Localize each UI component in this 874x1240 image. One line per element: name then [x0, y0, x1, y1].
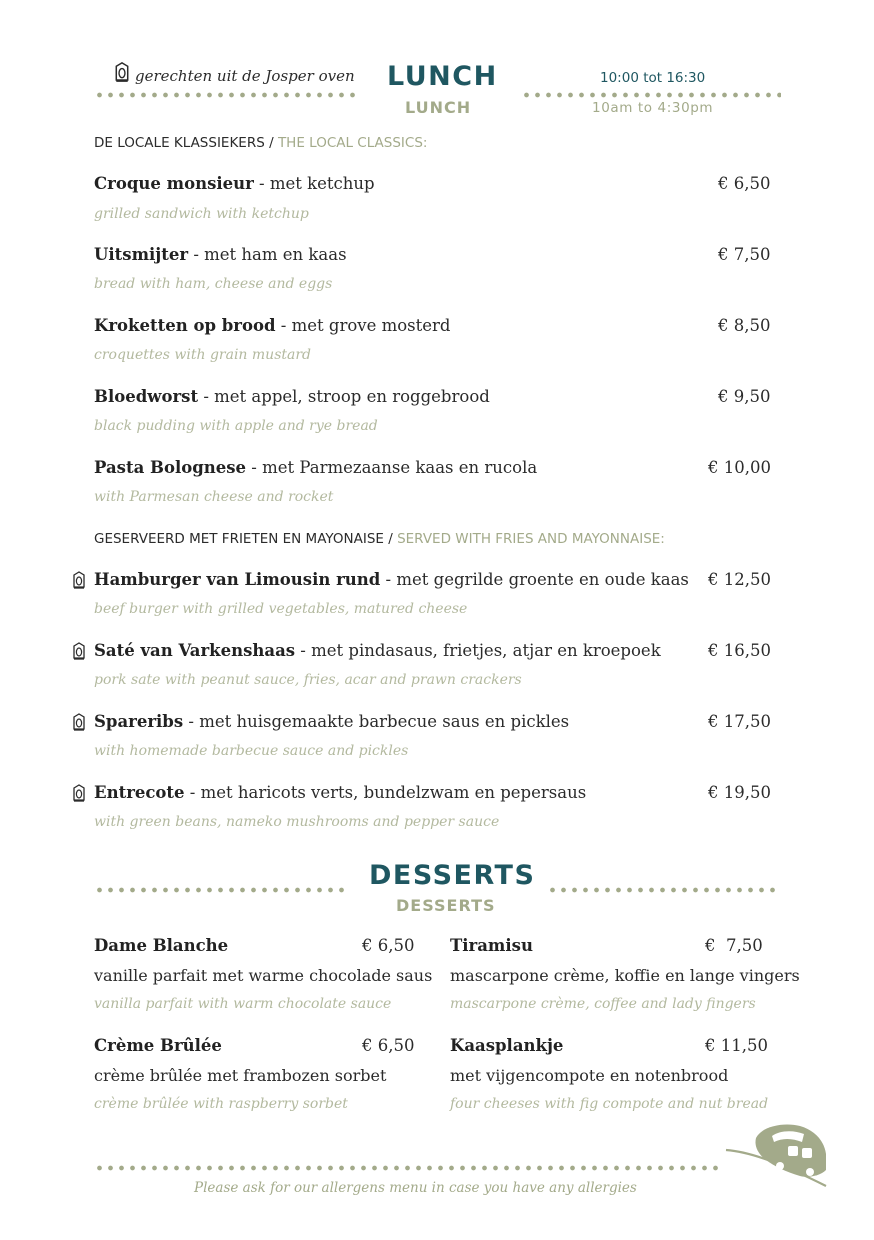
item-description: croquettes with grain mustard	[94, 347, 311, 363]
item-description: grilled sandwich with ketchup	[94, 206, 309, 222]
item-price: € 17,50	[708, 712, 771, 731]
divider-dots	[94, 1165, 724, 1171]
dessert-translation: vanilla parfait with warm chocolate sauce	[94, 996, 392, 1012]
menu-item: Hamburger van Limousin rund - met gegrilde groente en oude kaas	[94, 570, 689, 589]
menu-item: Saté van Varkenshaas - met pindasaus, frietjes, atjar en kroepoek	[94, 641, 661, 660]
dessert-name: Kaasplankje	[450, 1036, 564, 1055]
dessert-description: crème brûlée met frambozen sorbet	[94, 1066, 387, 1085]
dessert-description: mascarpone crème, koffie en lange vingers	[450, 966, 800, 985]
hours-en: 10am to 4:30pm	[592, 100, 714, 116]
dessert-price: € 11,50	[705, 1036, 768, 1055]
item-price: € 19,50	[708, 783, 771, 802]
section-heading-fries: GESERVEERD MET FRIETEN EN MAYONAISE / SERVED WITH FRIES AND MAYONNAISE:	[94, 531, 665, 547]
dessert-translation: mascarpone crème, coffee and lady fingers	[450, 996, 756, 1012]
divider-dots	[547, 887, 781, 893]
dessert-translation: four cheeses with fig compote and nut bread	[450, 1096, 769, 1112]
item-price: € 12,50	[708, 570, 771, 589]
josper-oven-icon	[72, 571, 86, 589]
hours-nl: 10:00 tot 16:30	[600, 70, 706, 86]
menu-item: Uitsmijter - met ham en kaas	[94, 245, 347, 264]
divider-dots	[94, 887, 344, 893]
item-description: with homemade barbecue sauce and pickles	[94, 743, 409, 759]
lunch-subtitle: LUNCH	[405, 98, 472, 117]
item-description: with green beans, nameko mushrooms and pepper sauce	[94, 814, 500, 830]
menu-item: Croque monsieur - met ketchup	[94, 174, 375, 193]
dessert-name: Dame Blanche	[94, 936, 229, 955]
josper-oven-icon	[72, 784, 86, 802]
desserts-title: DESSERTS	[369, 860, 536, 891]
item-price: € 6,50	[718, 174, 771, 193]
dessert-name: Tiramisu	[450, 936, 533, 955]
dessert-description: vanille parfait met warme chocolade saus	[94, 966, 433, 985]
menu-item: Entrecote - met haricots verts, bundelzwam en pepersaus	[94, 783, 587, 802]
menu-item: Bloedworst - met appel, stroop en roggebrood	[94, 387, 490, 406]
desserts-subtitle: DESSERTS	[396, 896, 496, 915]
section-heading-classics: DE LOCALE KLASSIEKERS / THE LOCAL CLASSICS:	[94, 135, 428, 151]
lunch-title: LUNCH	[387, 61, 498, 92]
josper-oven-icon	[72, 713, 86, 731]
item-price: € 7,50	[718, 245, 771, 264]
dessert-description: met vijgencompote en notenbrood	[450, 1066, 729, 1085]
item-description: with Parmesan cheese and rocket	[94, 489, 334, 505]
dessert-name: Crème Brûlée	[94, 1036, 222, 1055]
item-price: € 8,50	[718, 316, 771, 335]
tram-logo	[722, 1120, 834, 1190]
item-description: beef burger with grilled vegetables, matured cheese	[94, 601, 468, 617]
menu-item: Pasta Bolognese - met Parmezaanse kaas en rucola	[94, 458, 538, 477]
divider-dots	[521, 92, 781, 98]
menu-item: Spareribs - met huisgemaakte barbecue saus en pickles	[94, 712, 570, 731]
dessert-price: € 6,50	[362, 936, 415, 955]
allergens-note: Please ask for our allergens menu in case you have any allergies	[194, 1180, 637, 1196]
menu-item: Kroketten op brood - met grove mosterd	[94, 316, 451, 335]
item-description: bread with ham, cheese and eggs	[94, 276, 333, 292]
dessert-translation: crème brûlée with raspberry sorbet	[94, 1096, 348, 1112]
josper-oven-icon	[114, 61, 130, 83]
dessert-price: € 7,50	[705, 936, 763, 955]
divider-dots	[94, 92, 356, 98]
item-price: € 9,50	[718, 387, 771, 406]
item-price: € 10,00	[708, 458, 771, 477]
josper-oven-icon	[72, 642, 86, 660]
dessert-price: € 6,50	[362, 1036, 415, 1055]
item-description: black pudding with apple and rye bread	[94, 418, 378, 434]
item-price: € 16,50	[708, 641, 771, 660]
item-description: pork sate with peanut sauce, fries, acar and prawn crackers	[94, 672, 522, 688]
oven-tagline: gerechten uit de Josper oven	[135, 67, 355, 85]
